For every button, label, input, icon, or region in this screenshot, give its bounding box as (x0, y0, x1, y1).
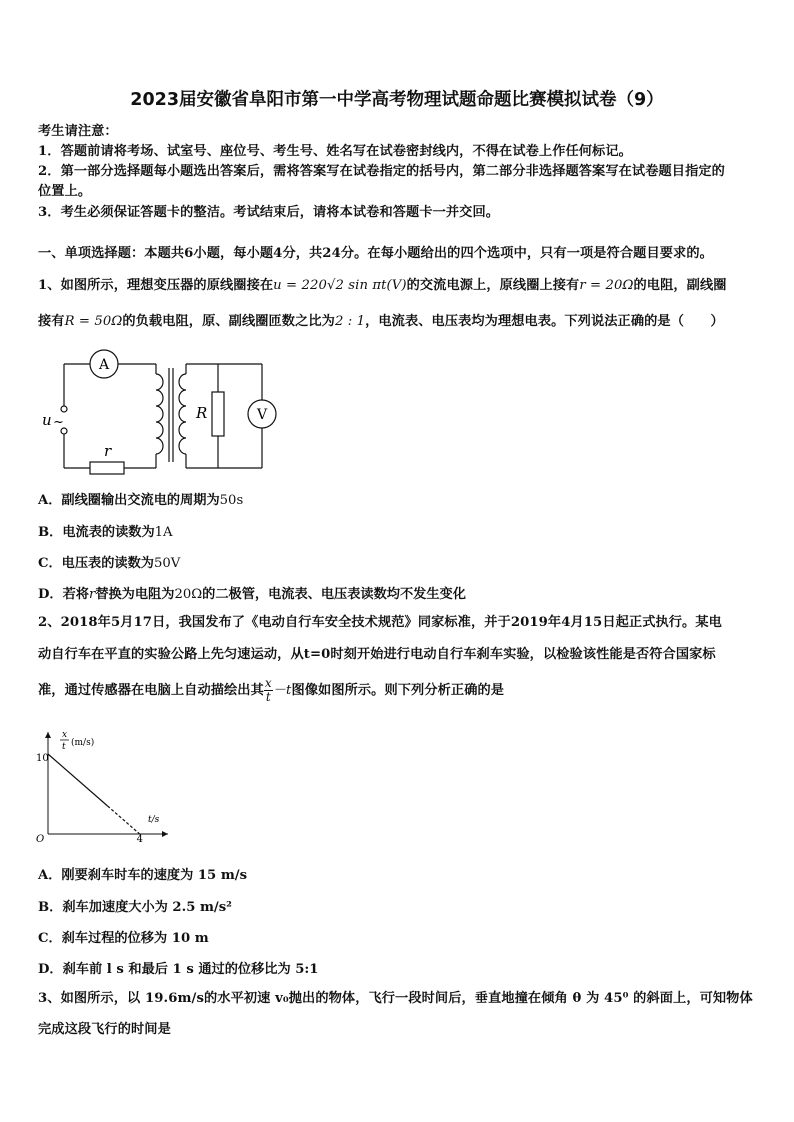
q1-option-c (38, 552, 180, 571)
q1-stem-line2 (38, 313, 762, 331)
notice-heading: 考生请注意： (38, 124, 118, 139)
y-axis-arrow-icon (45, 732, 51, 738)
resistor-label: r (104, 442, 112, 460)
q1-option-d-var: r (89, 587, 96, 602)
q1-text-c: 的电阻，副线圈 (633, 278, 727, 293)
source-tilde: ~ (53, 415, 64, 430)
notice-item-1: 1．答题前请将考场、试室号、座位号、考生号、姓名写在试卷密封线内，不得在试卷上作任何标记。 (38, 144, 632, 159)
load-resistor (212, 392, 224, 436)
q2-xt-t-chart (38, 724, 178, 844)
q2-stem-line1: 2、2018年5月17日，我国发布了《电动自行车安全技术规范》同家标准，并于2019年4月15日起正式执行。某电 (38, 615, 722, 630)
q1-option-b-value: 1A (154, 525, 173, 540)
q1-option-d-text3: 的二极管，电流表、电压表读数均不发生变化 (202, 587, 466, 602)
q1-option-d-text: D．若将 (38, 587, 89, 602)
q2-option-a: A．刚要刹车时车的速度为 15 m/s (38, 868, 248, 883)
q1-formula-r: r = 20Ω (579, 278, 634, 293)
q2-stem-line3 (38, 677, 762, 704)
q1-ratio: 2 : 1 (334, 314, 366, 329)
q1-option-a-text: A．副线圈输出交流电的周期为 (38, 493, 220, 508)
section-heading: 一、单项选择题：本题共6小题，每小题4分，共24分。在每小题给出的四个选项中，只有一项是符合题目要求的。 (38, 246, 713, 261)
series-resistor (90, 462, 124, 474)
q1-option-a-value: 50s (219, 493, 244, 508)
q3-stem-line2: 完成这段飞行的时间是 (38, 1022, 171, 1037)
q1-formula-u: u = 220√2 sin πt(V) (273, 278, 407, 293)
q1-text-b: 的交流电源上，原线圈上接有 (406, 278, 580, 293)
q1-stem-line1 (38, 277, 762, 295)
notice-item-2-cont: 位置上。 (38, 184, 92, 199)
q2-frac-num: x (264, 676, 272, 690)
q1-option-d-value: 20Ω (174, 587, 203, 602)
series-line-solid (48, 754, 108, 806)
q1-option-c-value: 50V (154, 556, 181, 571)
q1-option-b-text: B．电流表的读数为 (38, 525, 155, 540)
q1-text-a: 1、如图所示，理想变压器的原线圈接在 (38, 278, 274, 293)
ammeter-label: A (98, 357, 110, 373)
load-label: R (196, 404, 208, 422)
q1-text-f: ，电流表、电压表均为理想电表。下列说法正确的是（ ） (365, 314, 724, 329)
q2-text-c: 图像如图所示。则下列分析正确的是 (291, 683, 505, 698)
page-title: 2023届安徽省阜阳市第一中学高考物理试题命题比赛模拟试卷（9） (130, 90, 664, 110)
source-label: u (42, 411, 52, 429)
voltmeter-label: V (256, 407, 268, 423)
q1-text-d: 接有 (38, 314, 65, 329)
source-terminal-top (61, 406, 67, 412)
q2-frac-den: t (265, 690, 271, 704)
q1-text-e: 的负载电阻，原、副线圈匝数之比为 (122, 314, 335, 329)
q1-option-a (38, 489, 243, 508)
q2-option-c: C．刹车过程的位移为 10 m (38, 931, 209, 946)
q1-option-d (38, 583, 466, 602)
y-label-den: t (62, 742, 66, 752)
q2-option-d: D．刹车前 l s 和最后 1 s 通过的位移比为 5:1 (38, 962, 319, 977)
q1-formula-R: R = 50Ω (64, 314, 123, 329)
q2-text-b: －t (272, 683, 292, 698)
x-axis-arrow-icon (162, 831, 168, 837)
q2-stem-line2: 动自行车在平直的实验公路上先匀速运动，从t=0时刻开始进行电动自行车刹车实验，以检验该性能是否符合国家标 (38, 647, 716, 662)
origin-label: O (36, 834, 45, 845)
y-tick-label: 10 (36, 753, 49, 764)
notice-item-3: 3．考生必须保证答题卡的整洁。考试结束后，请将本试卷和答题卡一并交回。 (38, 205, 500, 220)
y-label-unit: (m/s) (71, 738, 95, 748)
q2-fraction (264, 677, 273, 704)
series-line-dashed (108, 806, 140, 834)
notice-item-2: 2．第一部分选择题每小题选出答案后，需将答案写在试卷指定的括号内，第二部分非选择题答案写在试卷题目指定的 (38, 164, 725, 179)
q3-stem-line1: 3、如图所示，以 19.6m/s的水平初速 v₀抛出的物体，飞行一段时间后，垂直地撞在倾角 θ 为 45⁰ 的斜面上，可知物体 (38, 991, 753, 1006)
y-label-num: x (62, 730, 68, 740)
x-tick-label: 4 (136, 834, 144, 845)
q2-text-a: 准，通过传感器在电脑上自动描绘出其 (38, 683, 264, 698)
x-axis-label: t/s (148, 815, 160, 825)
q1-circuit-diagram (38, 346, 280, 476)
q1-option-c-text: C．电压表的读数为 (38, 556, 154, 571)
q2-option-b: B．刹车加速度大小为 2.5 m/s² (38, 900, 232, 915)
q1-option-d-text2: 替换为电阻为 (95, 587, 175, 602)
q1-option-b (38, 521, 173, 540)
